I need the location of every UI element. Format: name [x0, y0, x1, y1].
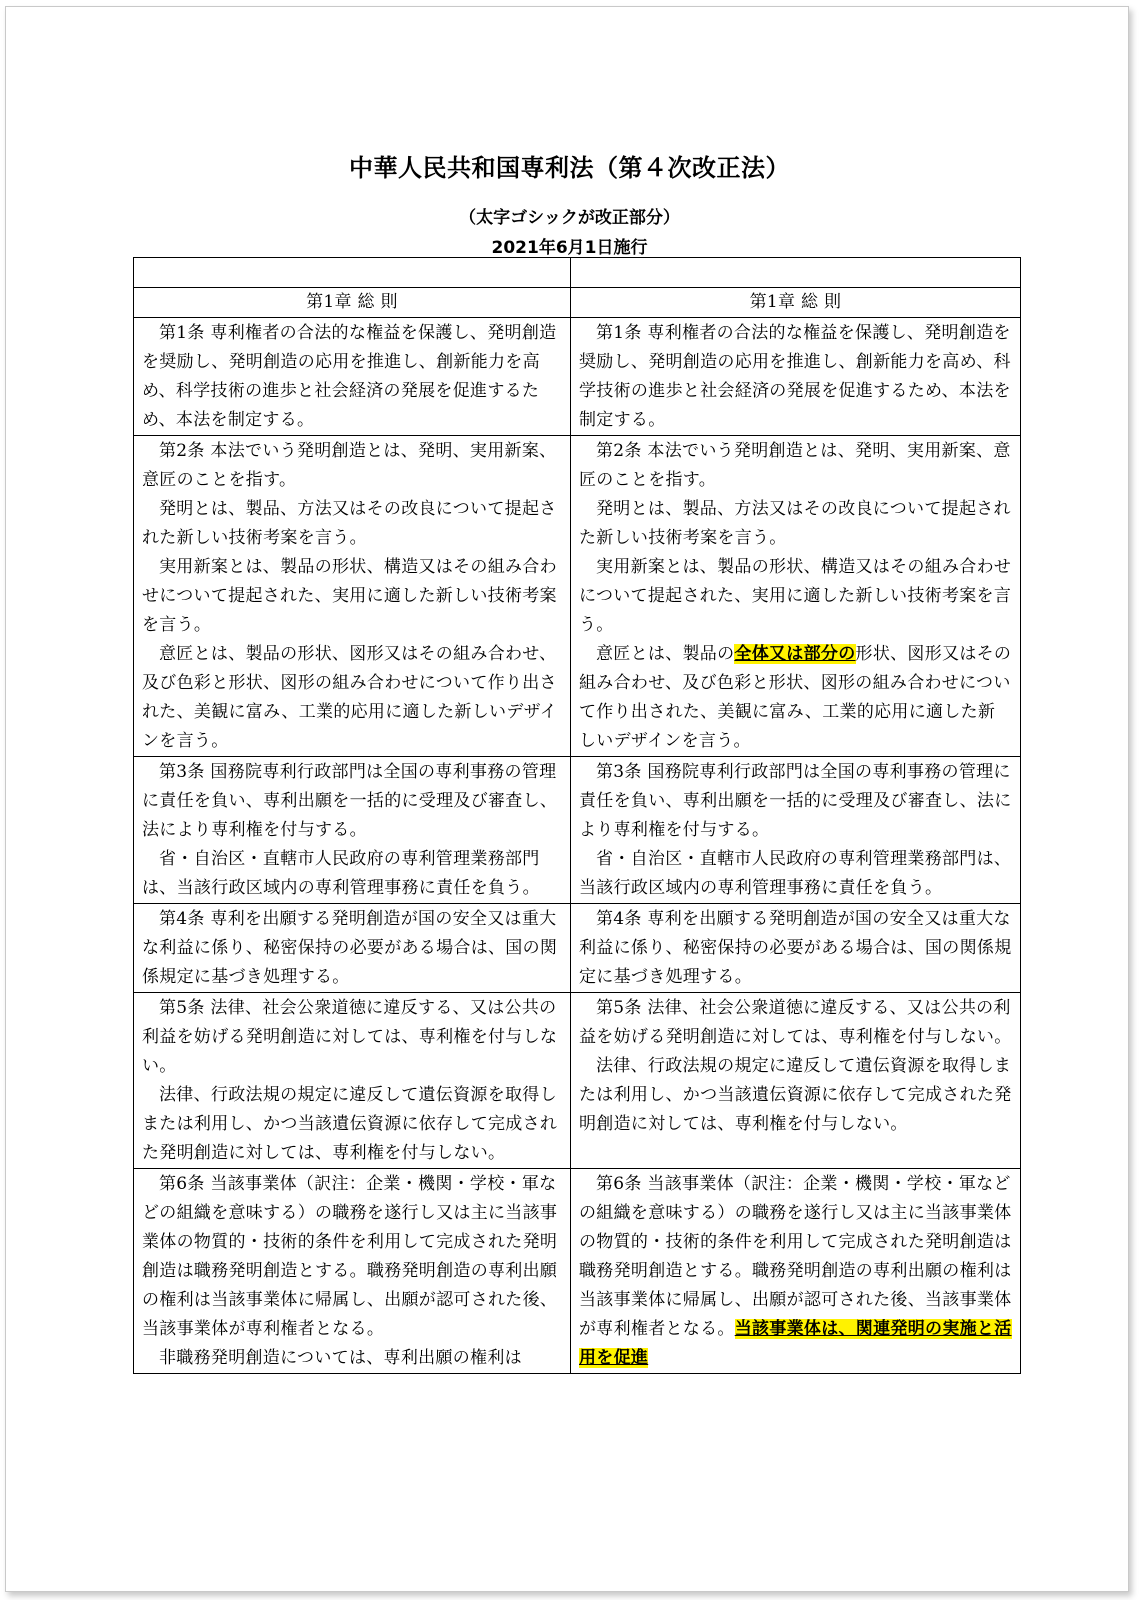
article-row	[134, 436, 1021, 757]
article-cell-old	[134, 993, 571, 1169]
article-row	[134, 993, 1021, 1169]
paragraph: 第3条 国務院専利行政部門は全国の専利事務の管理に責任を負い、専利出願を一括的に受理及び審査し、法により専利権を付与する。	[579, 762, 1012, 840]
amended-text: 当該事業体は、関連発明の実施と活用を促進	[579, 1319, 1012, 1368]
effective-date: 2021年6月1日施行	[491, 238, 648, 258]
article-cell-new	[571, 904, 1021, 993]
article-cell-new	[571, 318, 1021, 436]
article-row	[134, 1169, 1021, 1374]
paragraph: 省・自治区・直轄市人民政府の専利管理業務部門は、当該行政区域内の専利管理事務に責任を負う。	[579, 849, 1012, 898]
paragraph: 第5条 法律、社会公衆道徳に違反する、又は公共の利益を妨げる発明創造に対しては、専利権を付与しない。	[142, 998, 558, 1076]
article-cell-new	[571, 436, 1021, 757]
article-cell-new	[571, 1169, 1021, 1374]
paragraph: 第4条 専利を出願する発明創造が国の安全又は重大な利益に係り、秘密保持の必要がある場合は、国の関係規定に基づき処理する。	[142, 909, 558, 987]
chapter-heading-right: 第1章 総 則	[571, 288, 1021, 318]
amended-paragraph	[579, 1170, 1012, 1373]
document-subtitle: （太字ゴシックが改正部分）	[459, 208, 680, 228]
unchanged-text: 形状、図形又はその組み合わせ、及び色彩と形状、図形の組み合わせについて作り出された、美観に富み、工業的応用に適した新しいデザインを言う。	[579, 644, 1012, 751]
article-cell-old	[134, 436, 571, 757]
paragraph: 第1条 専利権者の合法的な権益を保護し、発明創造を奨励し、発明創造の応用を推進し、創新能力を高め、科学技術の進歩と社会経済の発展を促進するため、本法を制定する。	[579, 323, 1011, 430]
article-cell-old	[134, 757, 571, 904]
article-cell-new	[571, 993, 1021, 1169]
article-row	[134, 757, 1021, 904]
paragraph: 実用新案とは、製品の形状、構造又はその組み合わせについて提起された、実用に適した新しい技術考案を言う。	[142, 557, 557, 635]
paragraph: 実用新案とは、製品の形状、構造又はその組み合わせについて提起された、実用に適した新しい技術考案を言う。	[579, 557, 1012, 635]
paragraph: 第2条 本法でいう発明創造とは、発明、実用新案、意匠のことを指す。	[142, 441, 557, 490]
chapter-row	[134, 288, 1021, 318]
amended-paragraph	[579, 640, 1012, 756]
article-cell-old	[134, 904, 571, 993]
article-row	[134, 318, 1021, 436]
article-cell-old	[134, 1169, 571, 1374]
article-row	[134, 904, 1021, 993]
paragraph: 第1条 専利権者の合法的な権益を保護し、発明創造を奨励し、発明創造の応用を推進し、創新能力を高め、科学技術の進歩と社会経済の発展を促進するため、本法を制定する。	[142, 323, 557, 430]
paragraph: 第3条 国務院専利行政部門は全国の専利事務の管理に責任を負い、専利出願を一括的に受理及び審査し、法により専利権を付与する。	[142, 762, 558, 840]
article-cell-new	[571, 757, 1021, 904]
header-cell-right	[571, 258, 1021, 288]
header-cell-left	[134, 258, 571, 288]
paragraph: 非職務発明創造については、専利出願の権利は	[159, 1348, 522, 1368]
unchanged-text: 第6条 当該事業体（訳注：企業・機関・学校・軍などの組織を意味する）の職務を遂行し又は主に当該事業体の物質的・技術的条件を利用して完成された発明創造は職務発明創造とする。職務発明創造の専利出願の権利は当該事業体に帰属し、出願が認可された後、当該事業体が専利権者となる。	[579, 1174, 1012, 1339]
header-row	[134, 258, 1021, 288]
paragraph: 第5条 法律、社会公衆道徳に違反する、又は公共の利益を妨げる発明創造に対しては、専利権を付与しない。	[579, 998, 1012, 1047]
paragraph: 第4条 専利を出願する発明創造が国の安全又は重大な利益に係り、秘密保持の必要がある場合は、国の関係規定に基づき処理する。	[579, 909, 1012, 987]
chapter-heading-left: 第1章 総 則	[134, 288, 571, 318]
paragraph: 発明とは、製品、方法又はその改良について提起された新しい技術考案を言う。	[579, 499, 1011, 548]
paragraph: 省・自治区・直轄市人民政府の専利管理業務部門は、当該行政区域内の専利管理事務に責任を負う。	[142, 849, 540, 898]
document-title: 中華人民共和国専利法（第４次改正法）	[349, 154, 790, 182]
paragraph: 第6条 当該事業体（訳注：企業・機関・学校・軍などの組織を意味する）の職務を遂行し又は主に当該事業体の物質的・技術的条件を利用して完成された発明創造は職務発明創造とする。職務発明創造の専利出願の権利は当該事業体に帰属し、出願が認可された後、当該事業体が専利権者となる。	[142, 1174, 558, 1339]
article-cell-old	[134, 318, 571, 436]
paragraph: 発明とは、製品、方法又はその改良について提起された新しい技術考案を言う。	[142, 499, 557, 548]
paragraph: 法律、行政法規の規定に違反して遺伝資源を取得しまたは利用し、かつ当該遺伝資源に依存して完成された発明創造に対しては、専利権を付与しない。	[142, 1085, 558, 1163]
unchanged-text: 意匠とは、製品の	[596, 644, 735, 664]
comparison-table	[133, 257, 1021, 1374]
paragraph: 意匠とは、製品の形状、図形又はその組み合わせ、及び色彩と形状、図形の組み合わせについて作り出された、美観に富み、工業的応用に適した新しいデザインを言う。	[142, 644, 558, 751]
amended-text: 全体又は部分の	[734, 644, 856, 664]
paragraph: 法律、行政法規の規定に違反して遺伝資源を取得しまたは利用し、かつ当該遺伝資源に依存して完成された発明創造に対しては、専利権を付与しない。	[579, 1056, 1012, 1134]
paragraph: 第2条 本法でいう発明創造とは、発明、実用新案、意匠のことを指す。	[579, 441, 1011, 490]
